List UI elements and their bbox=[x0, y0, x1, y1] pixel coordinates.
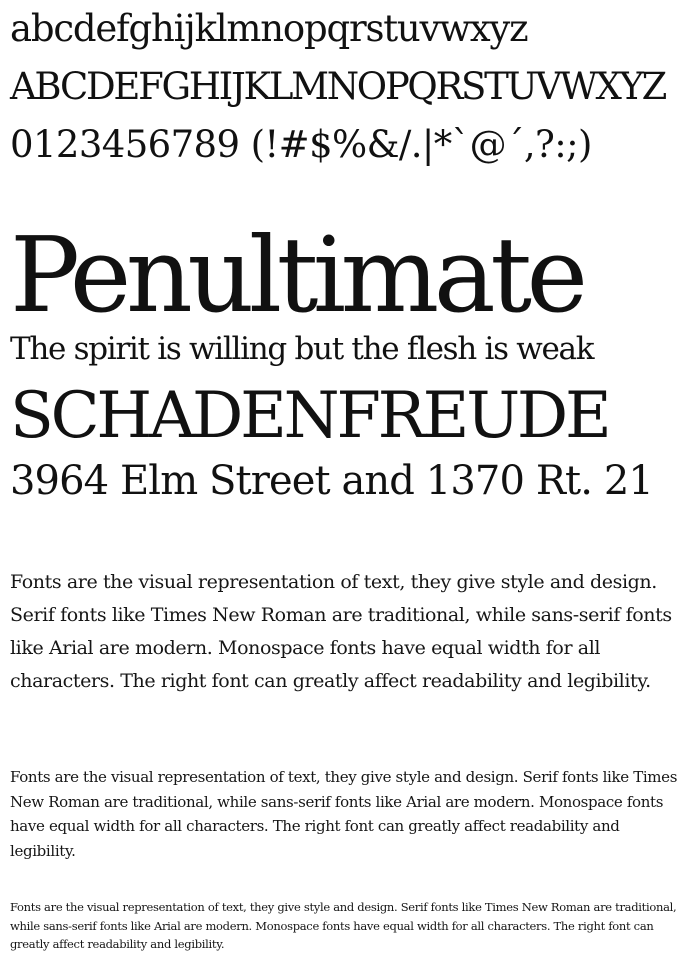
uppercase-alphabet: ABCDEFGHIJKLMNOPQRSTUVWXYZ bbox=[10, 65, 666, 108]
display-word: Penultimate bbox=[10, 214, 583, 336]
paragraph-medium: Fonts are the visual representation of text, they give style and design. Serif fonts like Times New Roman are traditional, while sans-serif fonts like Arial are modern. Monospace fonts have equal width for all characters. The right font can greatly affect readability and legibility. bbox=[10, 768, 678, 860]
sample-sentence: The spirit is willing but the flesh is weak bbox=[10, 331, 594, 367]
lowercase-alphabet: abcdefghijklmnopqrstuvwxyz bbox=[10, 7, 528, 50]
caps-word: SCHADENFREUDE bbox=[10, 379, 609, 453]
paragraph-large: Fonts are the visual representation of text, they give style and design. Serif fonts like Times New Roman are traditional, while sans-serif fonts like Arial are modern. Monospace fonts have equal width for all characters. The right font can greatly affect readability and legibility. bbox=[10, 571, 672, 692]
paragraph-small: Fonts are the visual representation of text, they give style and design. Serif fonts like Times New Roman are traditional, while sans-serif fonts like Arial are modern. Monospace fonts have equal width for all characters. The right font can greatly affect readability and legibility. bbox=[10, 900, 677, 951]
address-line: 3964 Elm Street and 1370 Rt. 21 bbox=[10, 458, 653, 504]
digits-and-symbols: 0123456789 (!#$%&/.|*`@´,?:;) bbox=[10, 123, 592, 166]
